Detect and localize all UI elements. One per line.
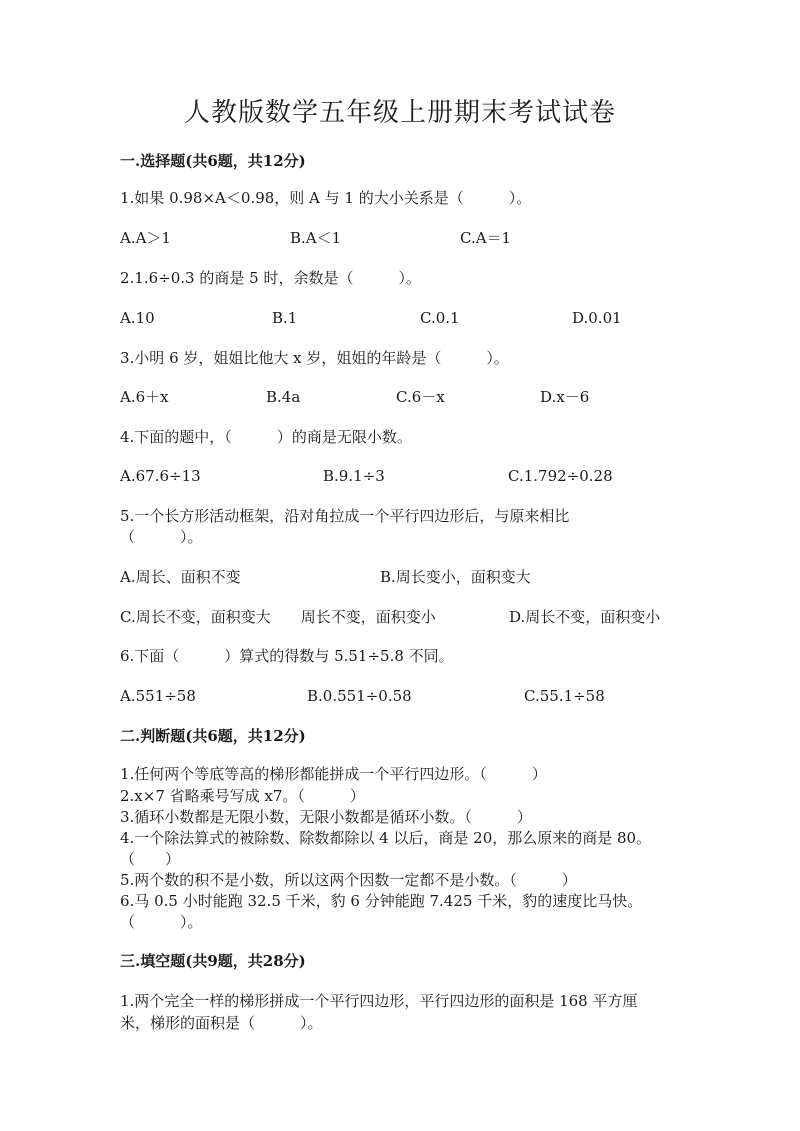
question-2: 2.1.6÷0.3 的商是 5 时，余数是（ ）。	[120, 269, 421, 287]
question-5: 5.一个长方形活动框架，沿对角拉成一个平行四边形后，与原来相比	[120, 507, 570, 525]
fill-question-1: 1.两个完全一样的梯形拼成一个平行四边形，平行四边形的面积是 168 平方厘	[120, 992, 638, 1010]
question-5-cont: （ ）。	[120, 528, 203, 546]
judgement-item-1: 1.任何两个等底等高的梯形都能拼成一个平行四边形。（ ）	[120, 765, 547, 783]
option-4b: B.9.1÷3	[323, 467, 385, 485]
option-2d: D.0.01	[572, 309, 622, 327]
option-2a: A.10	[120, 309, 155, 327]
option-2c: C.0.1	[420, 309, 460, 327]
question-3: 3.小明 6 岁，姐姐比他大 x 岁，姐姐的年龄是（ ）。	[120, 349, 509, 367]
section-heading-fill-blank: 三.填空题(共9题，共28分)	[120, 952, 306, 970]
judgement-item-4-cont: （ ）	[120, 850, 181, 868]
option-3c: C.6－x	[396, 388, 445, 406]
section-heading-choice: 一.选择题(共6题，共12分)	[120, 152, 306, 170]
option-3a: A.6＋x	[120, 388, 169, 406]
option-2b: B.1	[272, 309, 298, 327]
option-1b: B.A＜1	[290, 229, 342, 247]
option-1a: A.A＞1	[120, 229, 171, 247]
judgement-item-2: 2.x×7 省略乘号写成 x7。（ ）	[120, 787, 365, 805]
question-6: 6.下面（ ）算式的得数与 5.51÷5.8 不同。	[120, 647, 454, 665]
option-1c: C.A＝1	[460, 229, 512, 247]
judgement-item-6-cont: （ ）。	[120, 913, 203, 931]
judgement-item-4: 4.一个除法算式的被除数、除数都除以 4 以后，商是 20，那么原来的商是 80。	[120, 829, 652, 847]
judgement-item-5: 5.两个数的积不是小数，所以这两个因数一定都不是小数。（ ）	[120, 871, 577, 889]
judgement-item-6: 6.马 0.5 小时能跑 32.5 千米，豹 6 分钟能跑 7.425 千米，豹的速度比马快。	[120, 892, 643, 910]
option-3d: D.x－6	[540, 388, 590, 406]
option-6a: A.551÷58	[120, 687, 196, 705]
section-heading-judgement: 二.判断题(共6题，共12分)	[120, 727, 306, 745]
option-5a: A.周长、面积不变	[120, 568, 241, 586]
option-4a: A.67.6÷13	[120, 467, 201, 485]
page-title: 人教版数学五年级上册期末考试试卷	[183, 98, 616, 128]
option-6b: B.0.551÷0.58	[307, 687, 412, 705]
fill-question-1-cont: 米，梯形的面积是（ ）。	[120, 1014, 323, 1032]
question-1: 1.如果 0.98×A＜0.98，则 A 与 1 的大小关系是（ ）。	[120, 189, 532, 207]
option-3b: B.4a	[266, 388, 301, 406]
option-5b: B.周长变小，面积变大	[380, 568, 531, 586]
judgement-item-3: 3.循环小数都是无限小数，无限小数都是循环小数。（ ）	[120, 808, 532, 826]
option-4c: C.1.792÷0.28	[508, 467, 613, 485]
option-5c: C.周长不变，面积变大 周长不变，面积变小	[120, 608, 436, 626]
option-6c: C.55.1÷58	[524, 687, 605, 705]
question-4: 4.下面的题中，（ ）的商是无限小数。	[120, 428, 412, 446]
option-5d: D.周长不变，面积变小	[509, 608, 661, 626]
